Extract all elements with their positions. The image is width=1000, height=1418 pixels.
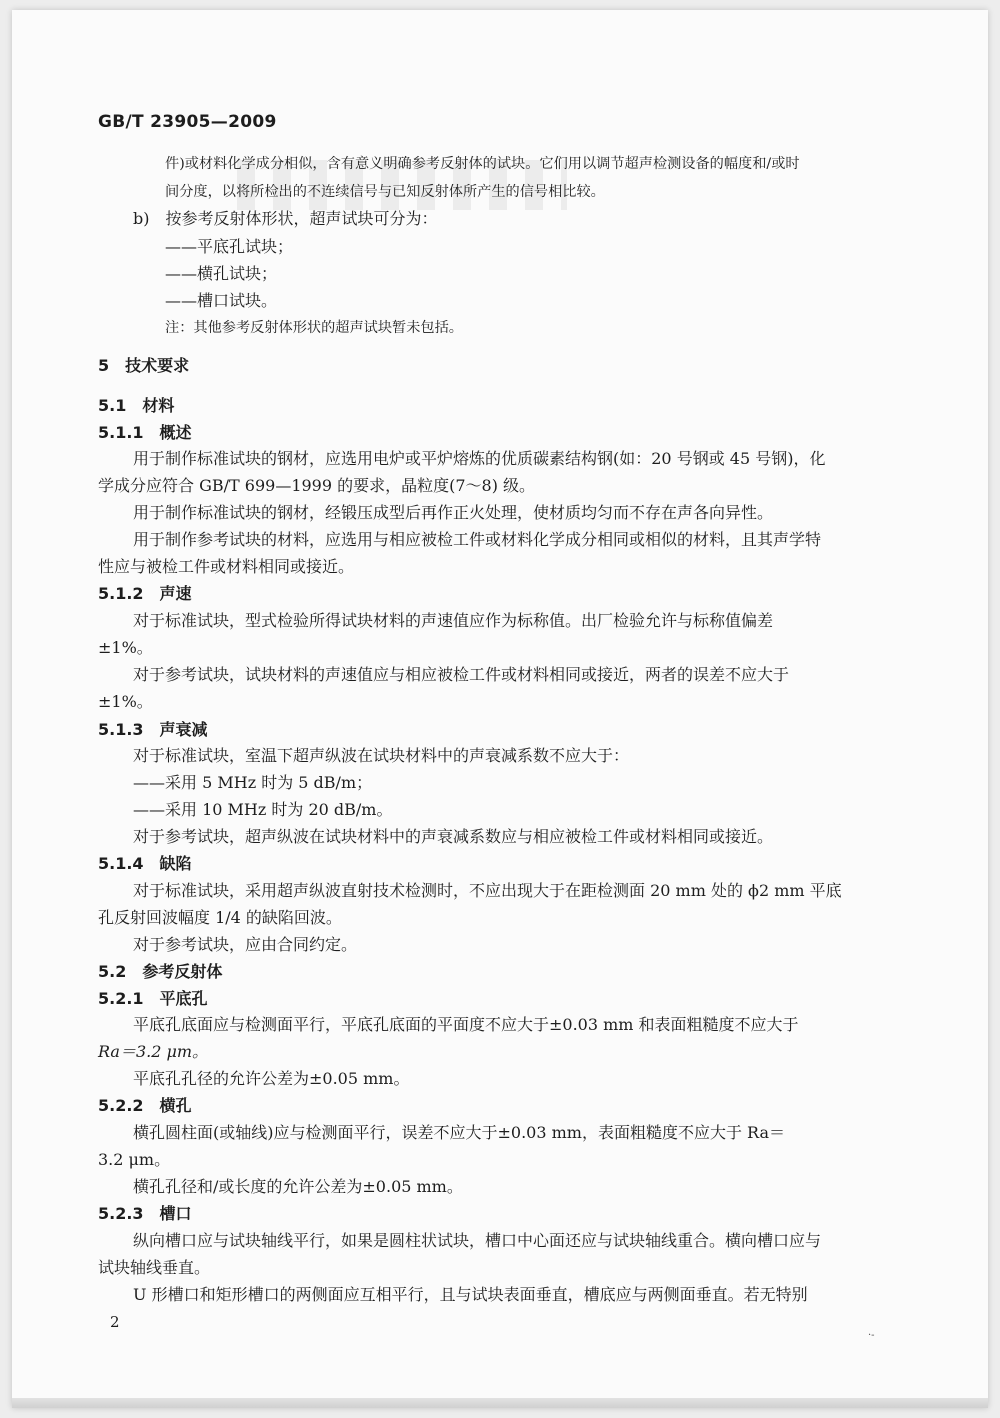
paragraph-line: 性应与被检工件或材料相同或接近。 [98,557,355,576]
list-intro: b) 按参考反射体形状，超声试块可分为： [133,209,438,228]
section-heading: 5 技术要求 [98,356,190,375]
list-item: ——平底孔试块； [165,237,294,256]
section-heading: 5.1.1 概述 [98,423,192,442]
list-item: ——采用 5 MHz 时为 5 dB/m； [133,773,373,792]
paragraph-line: 3.2 μm。 [98,1150,171,1169]
page-edge [12,1398,988,1408]
paragraph-line: 对于参考试块，应由合同约定。 [133,935,358,954]
list-item: ——槽口试块。 [165,291,278,310]
paragraph-line: ±1%。 [98,638,153,657]
section-heading: 5.1.3 声衰减 [98,720,208,739]
paragraph-line: 用于制作参考试块的材料，应选用与相应被检工件或材料化学成分相同或相似的材料，且其声学特 [133,530,822,549]
paragraph-line: 学成分应符合 GB/T 699—1999 的要求，晶粒度(7～8) 级。 [98,476,536,495]
list-item: ——横孔试块； [165,264,278,283]
section-heading: 5.2.2 横孔 [98,1096,192,1115]
standard-number-header: GB/T 23905—2009 [98,112,277,132]
paragraph-line: 横孔孔径和/或长度的允许公差为±0.05 mm。 [133,1177,463,1196]
section-heading: 5.1 材料 [98,396,175,415]
paragraph-line: U 形槽口和矩形槽口的两侧面应互相平行，且与试块表面垂直，槽底应与两侧面垂直。若无特别 [133,1285,808,1304]
note: 注：其他参考反射体形状的超声试块暂未包括。 [165,320,463,336]
paragraph-line: 对于标准试块，型式检验所得试块材料的声速值应作为标称值。出厂检验允许与标称值偏差 [133,611,774,630]
section-heading: 5.2.3 槽口 [98,1204,192,1223]
paragraph-line: 对于标准试块，室温下超声纵波在试块材料中的声衰减系数不应大于： [133,746,630,765]
paragraph-line: 平底孔底面应与检测面平行，平底孔底面的平面度不应大于±0.03 mm 和表面粗糙度不应大于 [133,1015,799,1034]
paragraph-line: 试块轴线垂直。 [98,1258,211,1277]
paragraph-line: 纵向槽口应与试块轴线平行，如果是圆柱状试块，槽口中心面还应与试块轴线重合。横向槽口应与 [133,1231,822,1250]
paragraph-line: Ra＝3.2 μm。 [98,1042,209,1061]
section-heading: 5.1.2 声速 [98,584,192,603]
section-heading: 5.2 参考反射体 [98,962,223,981]
paragraph-line: 对于参考试块，试块材料的声速值应与相应被检工件或材料相同或接近，两者的误差不应大于 [133,665,790,684]
paragraph-line: 用于制作标准试块的钢材，应选用电炉或平炉熔炼的优质碳素结构钢(如：20 号钢或 45 号钢)，化 [133,449,826,468]
paragraph-line: 对于标准试块，采用超声纵波直射技术检测时，不应出现大于在距检测面 20 mm 处的 ϕ2 mm 平底 [133,881,842,900]
text-line: 件)或材料化学成分相似，含有意义明确参考反射体的试块。它们用以调节超声检测设备的幅度和/或时 [165,156,800,172]
paragraph-line: 平底孔孔径的允许公差为±0.05 mm。 [133,1069,410,1088]
section-heading: 5.1.4 缺陷 [98,854,192,873]
paragraph-line: 横孔圆柱面(或轴线)应与检测面平行，误差不应大于±0.03 mm，表面粗糙度不应大于 Ra＝ [133,1123,785,1142]
list-item: ——采用 10 MHz 时为 20 dB/m。 [133,800,393,819]
section-heading: 5.2.1 平底孔 [98,989,208,1008]
paragraph-line: 用于制作标准试块的钢材，经锻压成型后再作正火处理，使材质均匀而不存在声各向异性。 [133,503,774,522]
paragraph-line: ±1%。 [98,692,153,711]
page-number: 2 [110,1313,120,1331]
paragraph-line: 对于参考试块，超声纵波在试块材料中的声衰减系数应与相应被检工件或材料相同或接近。 [133,827,774,846]
footer-mark: ·- [868,1330,875,1341]
text-line: 间分度，以将所检出的不连续信号与已知反射体所产生的信号相比较。 [165,184,605,200]
paragraph-line: 孔反射回波幅度 1/4 的缺陷回波。 [98,908,342,927]
